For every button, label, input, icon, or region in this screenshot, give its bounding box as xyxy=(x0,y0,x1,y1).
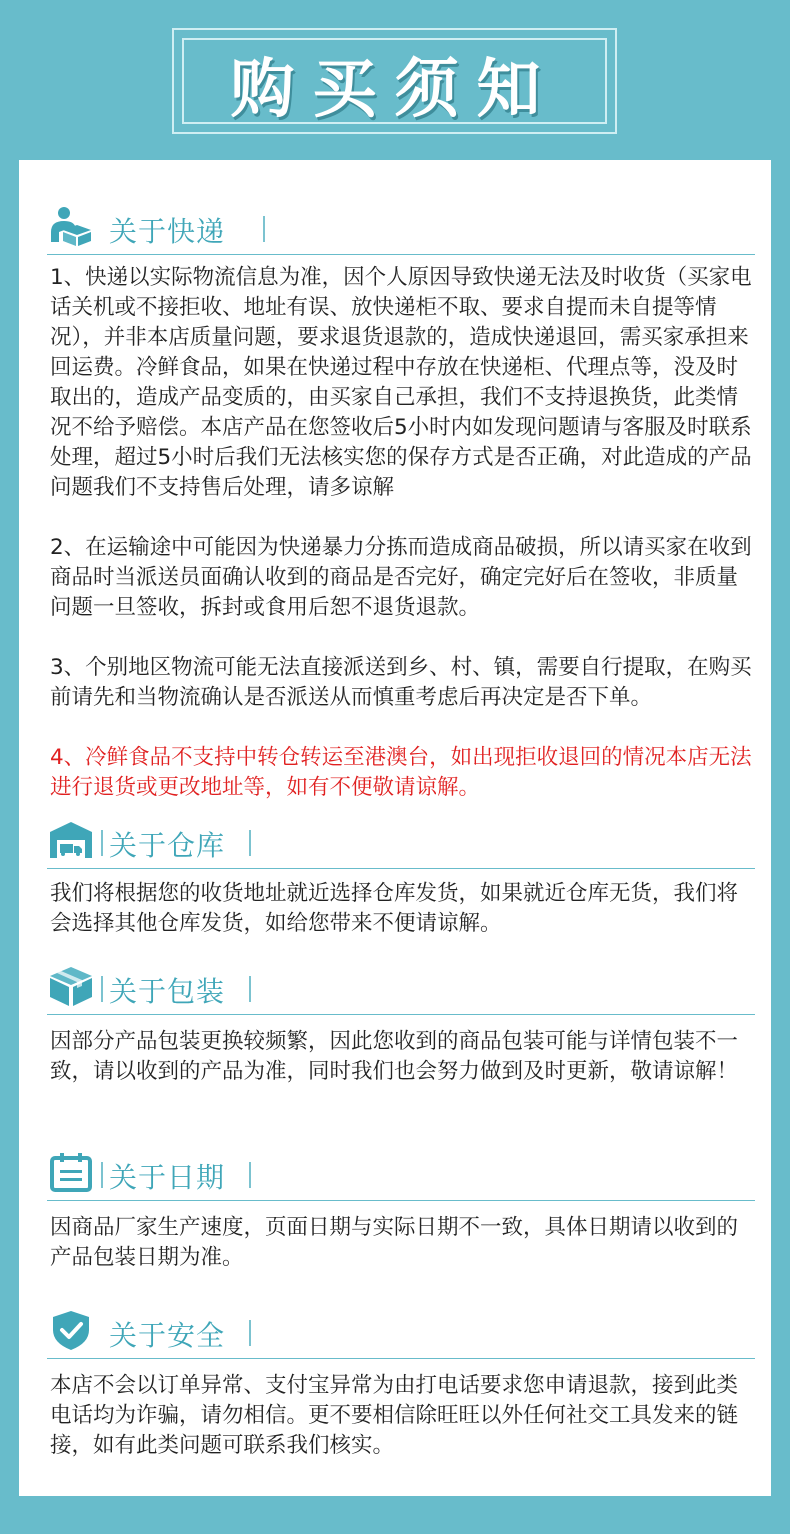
section-body xyxy=(50,263,755,803)
section-body xyxy=(50,879,755,939)
express-note-2: 2、在运输途中可能因为快递暴力分拣而造成商品破损，所以请买家在收到商品时当派送员面确认收到的商品是否完好，确定完好后在签收，非质量问题一旦签收，拆封或食用后恕不退货退款。 xyxy=(50,535,752,620)
title-divider xyxy=(263,216,265,242)
title-divider xyxy=(249,1320,251,1346)
date-note: 因商品厂家生产速度，页面日期与实际日期不一致，具体日期请以收到的产品包装日期为准。 xyxy=(50,1215,739,1270)
security-note: 本店不会以订单异常、支付宝异常为由打电话要求您申请退款，接到此类电话均为诈骗，请勿相信。更不要相信除旺旺以外任何社交工具发来的链接，如有此类问题可联系我们核实。 xyxy=(50,1373,739,1458)
warehouse-note: 我们将根据您的收货地址就近选择仓库发货，如果就近仓库无货，我们将会选择其他仓库发货，如给您带来不便请谅解。 xyxy=(50,881,739,936)
title-divider xyxy=(249,1162,251,1188)
warehouse-truck-icon xyxy=(49,820,93,860)
section-title: 关于仓库 xyxy=(109,829,226,862)
page-title: 购买须知 xyxy=(230,52,559,127)
packaging-note: 因部分产品包装更换较频繁，因此您收到的商品包装可能与详情包装不一致，请以收到的产品为准，同时我们也会努力做到及时更新，敬请谅解！ xyxy=(50,1029,739,1084)
calendar-icon xyxy=(49,1152,93,1192)
section-header xyxy=(47,1144,755,1201)
title-divider xyxy=(249,976,251,1002)
section-body xyxy=(50,1213,755,1273)
section-title: 关于安全 xyxy=(109,1319,226,1352)
icon-divider xyxy=(101,830,103,856)
section-title: 关于包装 xyxy=(109,975,226,1008)
package-box-icon xyxy=(49,966,93,1006)
section-title: 关于日期 xyxy=(109,1161,226,1194)
section-express xyxy=(19,198,771,833)
section-title: 关于快递 xyxy=(109,215,226,248)
express-note-3: 3、个别地区物流可能无法直接派送到乡、村、镇，需要自行提取，在购买前请先和当物流确认是否派送从而慎重考虑后再决定是否下单。 xyxy=(50,655,752,710)
express-note-1: 1、快递以实际物流信息为准，因个人原因导致快递无法及时收货（买家电话关机或不接拒收、地址有误、放快递柜不取、要求自提而未自提等情况），并非本店质量问题，要求退货退款的，造成快递退回，需买家承担来回运费。冷鲜食品，如果在快递过程中存放在快递柜、代理点等，没及时取出的，造成产品变质的，由买家自己承担，我们不支持退换货，此类情况不给予赔偿。本店产品在您签收后5小时内如发现问题请与客服及时联系处理，超过5小时后我们无法核实您的保存方式是否正确，对此造成的产品问题我们不支持售后处理，请多谅解 xyxy=(50,265,752,500)
content-panel xyxy=(19,160,771,1496)
icon-divider xyxy=(101,1162,103,1188)
section-header xyxy=(47,1302,755,1359)
section-header xyxy=(47,198,755,255)
section-packaging xyxy=(19,958,771,1087)
shield-check-icon xyxy=(49,1310,93,1350)
section-header xyxy=(47,958,755,1015)
section-date xyxy=(19,1144,771,1273)
express-note-4-warning: 4、冷鲜食品不支持中转仓转运至港澳台，如出现拒收退回的情况本店无法进行退货或更改地址等，如有不便敬请谅解。 xyxy=(50,745,752,800)
section-security xyxy=(19,1302,771,1461)
section-body xyxy=(50,1027,755,1087)
delivery-person-icon xyxy=(49,206,93,246)
section-warehouse xyxy=(19,812,771,939)
title-frame xyxy=(172,28,617,134)
section-body xyxy=(50,1371,755,1461)
section-header xyxy=(47,812,755,869)
title-divider xyxy=(249,830,251,856)
icon-divider xyxy=(101,976,103,1002)
